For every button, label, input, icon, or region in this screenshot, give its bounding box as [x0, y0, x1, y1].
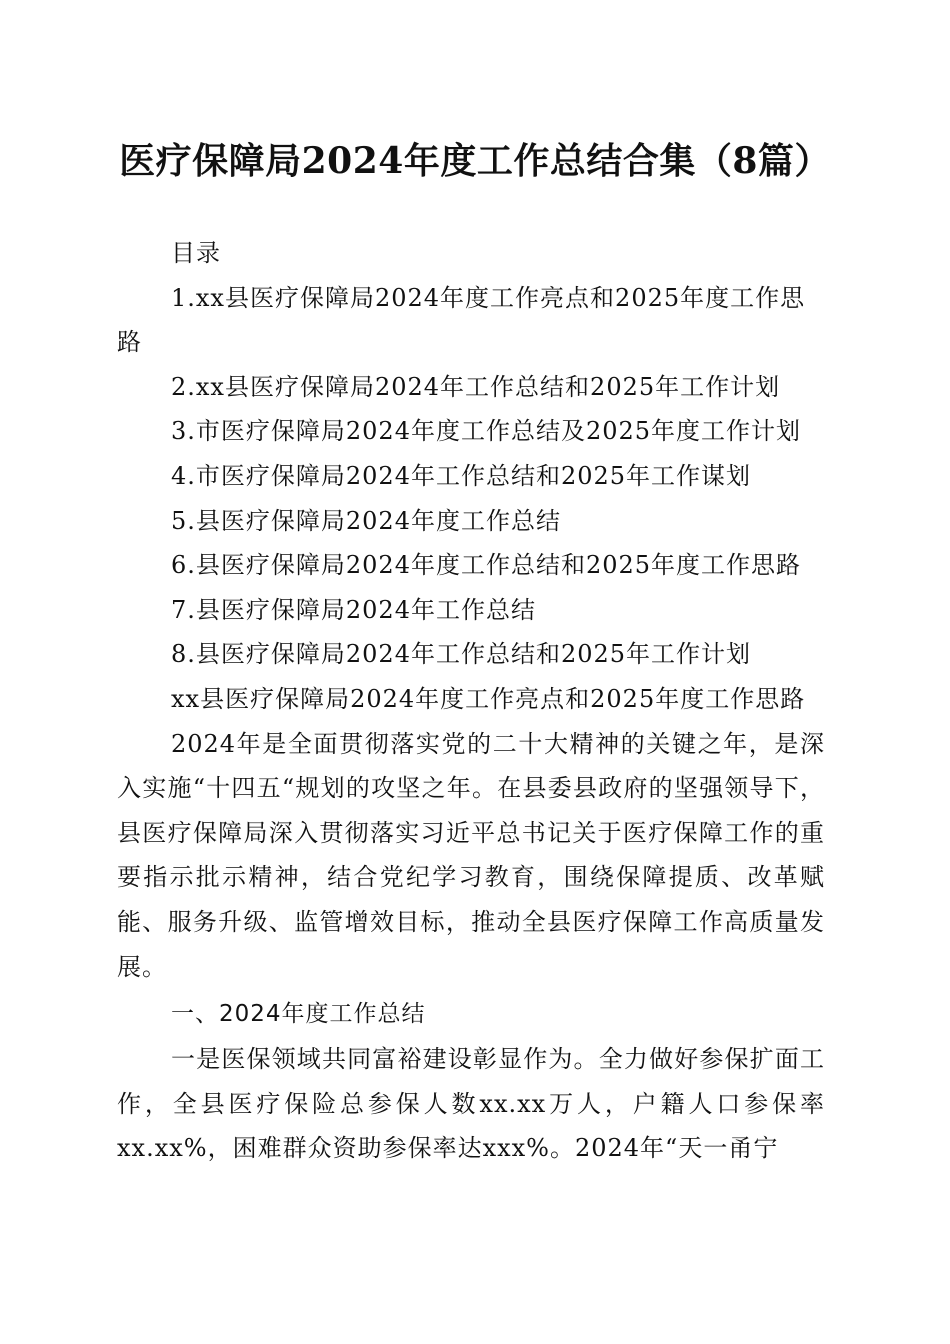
toc-item-4: 4.市医疗保障局2024年工作总结和2025年工作谋划 [171, 461, 752, 490]
point-one-lead: 一是医保领域共同富裕建设彰显作为。 [171, 1045, 599, 1074]
article-title: xx县医疗保障局2024年度工作亮点和2025年度工作思路 [171, 684, 806, 713]
point-one-paragraph [117, 1037, 825, 1171]
toc-item-8: 8.县医疗保障局2024年工作总结和2025年工作计划 [171, 640, 752, 669]
point-one-text: 全力做好参保扩面工作，全县医疗保险总参保人数xx.xx万人，户籍人口参保率xx.xx%，困难群众资助参保率达xxx%。2024年“天一甬宁 [117, 1045, 825, 1163]
toc-item-7: 7.县医疗保障局2024年工作总结 [171, 595, 536, 624]
section-heading: 一、2024年度工作总结 [171, 1001, 426, 1028]
document-title: 医疗保障局2024年度工作总结合集（8篇） [119, 140, 831, 182]
toc-item-3: 3.市医疗保障局2024年度工作总结及2025年度工作计划 [171, 417, 802, 446]
document-body [117, 231, 825, 1171]
toc-item-5: 5.县医疗保障局2024年度工作总结 [171, 506, 561, 535]
toc-item-1: 1.xx县医疗保障局2024年度工作亮点和2025年度工作思路 [117, 283, 806, 357]
toc-heading: 目录 [171, 239, 221, 267]
intro-paragraph: 2024年是全面贯彻落实党的二十大精神的关键之年，是深入实施“十四五“规划的攻坚之年。在县委县政府的坚强领导下，县医疗保障局深入贯彻落实习近平总书记关于医疗保障工作的重要指示批示精神，结合党纪学习教育，围绕保障提质、改革赋能、服务升级、监管增效目标，推动全县医疗保障工作高质量发展。 [117, 729, 825, 981]
toc-item-2: 2.xx县医疗保障局2024年工作总结和2025年工作计划 [171, 372, 781, 401]
toc-item-6: 6.县医疗保障局2024年度工作总结和2025年度工作思路 [171, 551, 802, 580]
